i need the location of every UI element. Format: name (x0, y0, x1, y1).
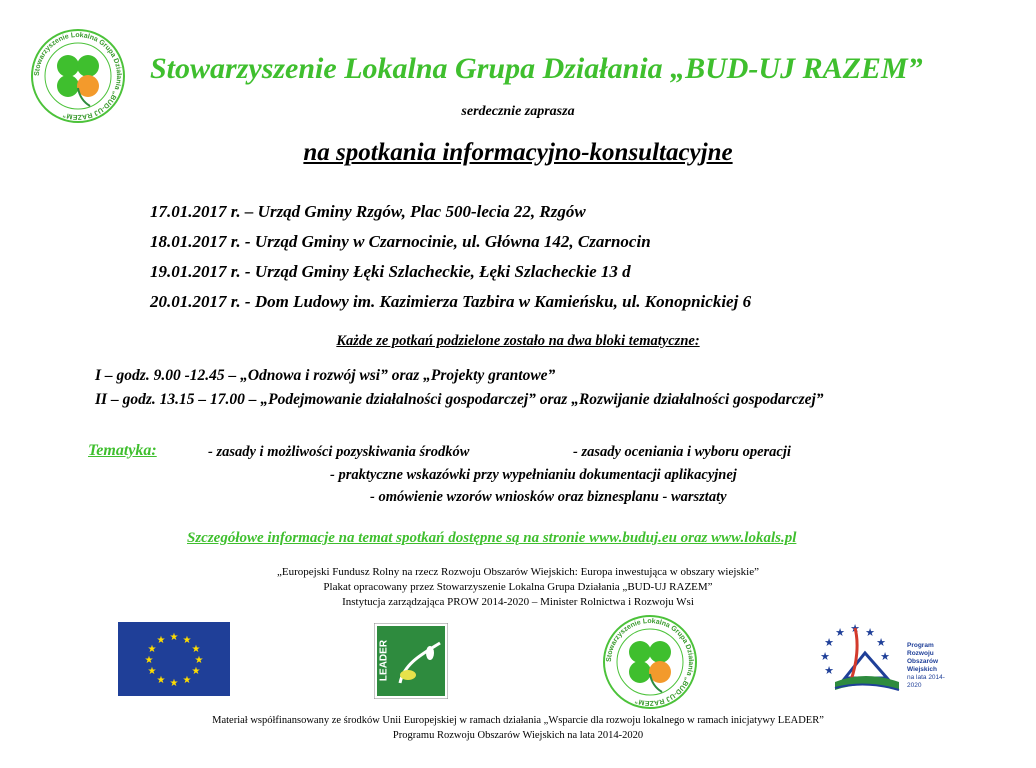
footer-line: „Europejski Fundusz Rolny na rzecz Rozwoju Obszarów Wiejskich: Europa inwestująca w obszary wiejskie” (277, 566, 759, 578)
block-item: II – godz. 13.15 – 17.00 – „Podejmowanie działalności gospodarczej” oraz „Rozwijanie działalności gospodarczej” (95, 391, 824, 408)
svg-text:★: ★ (169, 678, 179, 689)
svg-text:★: ★ (144, 655, 154, 666)
svg-text:★: ★ (876, 636, 886, 649)
prow-line: Rozwoju (907, 650, 934, 657)
prow-logo (815, 618, 950, 698)
meeting-item: 17.01.2017 r. – Urząd Gminy Rzgów, Plac 500-lecia 22, Rzgów (150, 202, 586, 221)
blocks-intro: Każde ze potkań podzielone zostało na dwa bloki tematyczne: (336, 333, 700, 349)
svg-text:★: ★ (194, 655, 204, 666)
prow-line: na lata 2014-2020 (907, 674, 945, 689)
svg-text:★: ★ (835, 626, 845, 639)
leader-label: LEADER (378, 639, 390, 682)
svg-text:★: ★ (156, 635, 166, 646)
clover-logo-icon (602, 614, 698, 710)
footer-line: Programu Rozwoju Obszarów Wiejskich na lata 2014-2020 (392, 730, 644, 741)
meeting-item: 20.01.2017 r. - Dom Ludowy im. Kazimierza Tazbira w Kamieńsku, ul. Konopnickiej 6 (150, 292, 752, 311)
svg-text:★: ★ (865, 626, 875, 639)
meeting-item: 18.01.2017 r. - Urząd Gminy w Czarnocinie, ul. Główna 142, Czarnocin (150, 232, 651, 251)
prow-line: Wiejskich (907, 666, 937, 673)
svg-text:★: ★ (156, 675, 166, 686)
eu-flag-logo (118, 622, 230, 696)
svg-text:★: ★ (182, 675, 192, 686)
svg-text:Stowarzyszenie Lokalna Grupa D: Stowarzyszenie Lokalna Grupa Działania „BUD-UJ RAZEM” (605, 617, 695, 707)
svg-text:★: ★ (820, 650, 830, 663)
topic-item: - zasady oceniania i wyboru operacji (573, 444, 791, 460)
svg-text:★: ★ (824, 636, 834, 649)
topics-label: Tematyka: (88, 442, 157, 459)
svg-text:★: ★ (880, 650, 890, 663)
footer-line: Plakat opracowany przez Stowarzyszenie Lokalna Grupa Działania „BUD-UJ RAZEM” (323, 581, 713, 593)
svg-text:★: ★ (182, 635, 192, 646)
leader-logo (374, 623, 448, 699)
prow-logo-icon (815, 618, 907, 698)
svg-text:★: ★ (191, 666, 201, 677)
page-title: Stowarzyszenie Lokalna Grupa Działania „BUD-UJ RAZEM” (150, 52, 923, 85)
invitation-heading: na spotkania informacyjno-konsultacyjne (303, 139, 733, 166)
topic-item: - praktyczne wskazówki przy wypełnianiu dokumentacji aplikacyjnej (330, 467, 737, 483)
svg-text:★: ★ (147, 666, 157, 677)
svg-text:★: ★ (191, 644, 201, 655)
block-item: I – godz. 9.00 -12.45 – „Odnowa i rozwój wsi” oraz „Projekty grantowe” (95, 367, 556, 384)
svg-text:★: ★ (850, 622, 860, 635)
info-link-line[interactable]: Szczegółowe informacje na temat spotkań dostępne są na stronie www.buduj.eu oraz www.lokals.pl (187, 530, 797, 546)
footer-line: Materiał współfinansowany ze środków Unii Europejskiej w ramach działania „Wsparcie dla rozwoju lokalnego w ramach inicjatywy LEADER” (212, 715, 824, 726)
topic-item: - omówienie wzorów wniosków oraz biznesplanu - warsztaty (370, 489, 727, 505)
svg-text:★: ★ (824, 664, 834, 677)
prow-line: Program (907, 642, 934, 649)
svg-text:★: ★ (147, 644, 157, 655)
prow-line: Obszarów (907, 658, 939, 665)
meeting-item: 19.01.2017 r. - Urząd Gminy Łęki Szlacheckie, Łęki Szlacheckie 13 d (150, 262, 631, 281)
page-subtitle: serdecznie zaprasza (461, 104, 575, 119)
prow-text (907, 642, 950, 690)
svg-text:★: ★ (169, 632, 179, 643)
footer-line: Instytucja zarządzająca PROW 2014-2020 – Minister Rolnictwa i Rozwoju Wsi (342, 596, 694, 608)
eu-flag-icon (118, 622, 230, 696)
lgd-logo-center (602, 614, 698, 710)
topic-item: - zasady i możliwości pozyskiwania środków (208, 444, 470, 460)
svg-text:Stowarzyszenie Lokalna Grupa D: Stowarzyszenie Lokalna Grupa Działania „BUD-UJ RAZEM” (33, 31, 123, 121)
